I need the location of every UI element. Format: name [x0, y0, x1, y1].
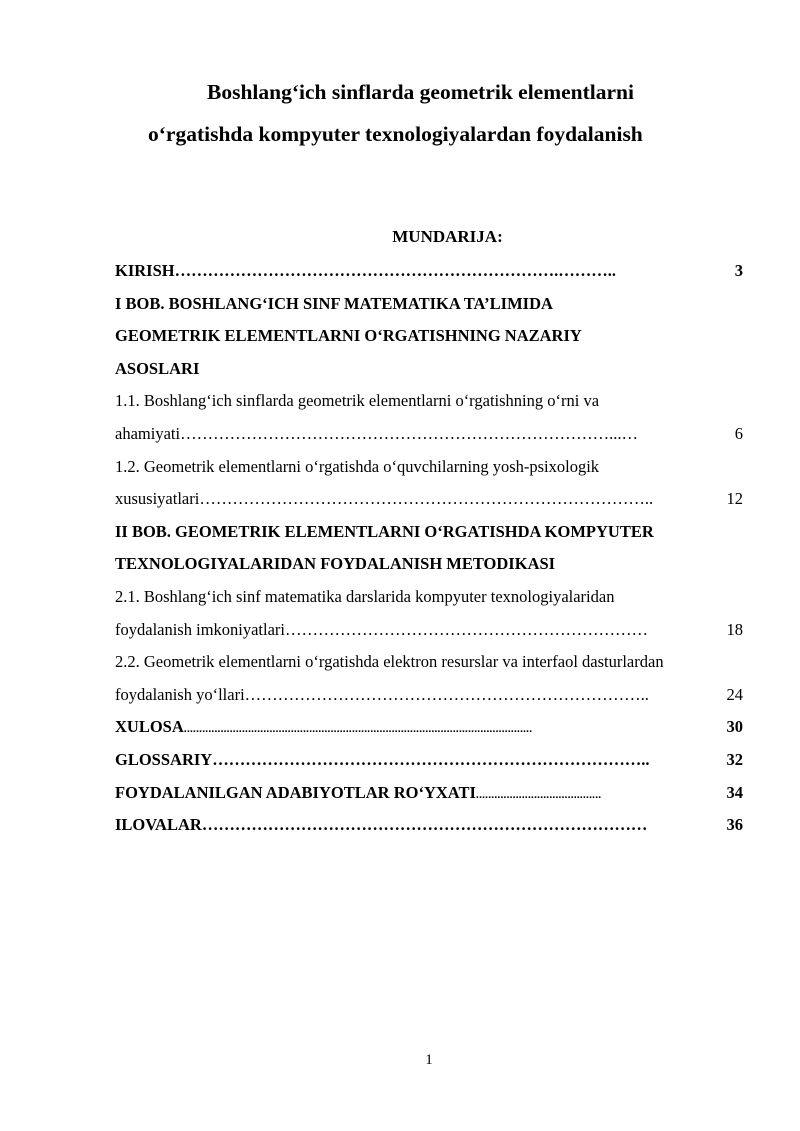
toc-chapter-2-line-1: II BOB. GEOMETRIK ELEMENTLARNI O‘RGATISHDA KOMPYUTER	[115, 521, 654, 541]
toc-entry-title: foydalanish yo‘llari	[115, 684, 245, 704]
toc-entry-kirish	[115, 257, 743, 290]
toc-entry-title: xususiyatlari	[115, 489, 200, 509]
toc-section-1-1-line-2	[115, 420, 743, 453]
toc-leader-dots: ..................................................................................................................	[183, 723, 533, 736]
toc-page-number: 18	[726, 619, 743, 639]
toc-page-number: 36	[726, 815, 743, 835]
toc-chapter-1-line-1: I BOB. BOSHLANG‘ICH SINF MATEMATIKA TA’LIMIDA	[115, 293, 553, 313]
toc-section-2-1-line-1: 2.1. Boshlang‘ich sinf matematika darslarida kompyuter texnologiyalaridan	[115, 586, 615, 606]
toc-page-number: 32	[726, 749, 743, 769]
toc-chapter-1-line-3: ASOSLARI	[115, 358, 200, 378]
toc-leader-dots: …………………………………………………………….………..	[174, 261, 616, 280]
toc-page-number: 3	[734, 261, 743, 280]
toc-entry-title: ahamiyati	[115, 423, 181, 443]
toc-chapter-1-line-2: GEOMETRIK ELEMENTLARNI O‘RGATISHNING NAZARIY	[115, 326, 582, 346]
toc-entry-title: XULOSA	[115, 717, 184, 737]
toc-page-number: 34	[726, 782, 743, 802]
toc-chapter-2-line-2: TEXNOLOGIYALARIDAN FOYDALANISH METODIKASI	[115, 554, 556, 574]
toc-section-1-2-line-2	[115, 485, 743, 518]
toc-leader-dots: ………………………………………………………………..	[244, 684, 649, 704]
toc-leader-dots: .........................................	[475, 788, 602, 801]
toc-section-1-2-line-1: 1.2. Geometrik elementlarni o‘rgatishda o‘quvchilarning yosh-psixologik	[115, 456, 600, 476]
toc-entry-title: ILOVALAR	[115, 815, 202, 835]
toc-section-1-1-line-1: 1.1. Boshlang‘ich sinflarda geometrik elementlarni o‘rgatishning o‘rni va	[115, 391, 600, 411]
toc-entry-glossariy	[115, 746, 743, 779]
toc-leader-dots: …………………………………………………………	[285, 619, 649, 639]
toc-entry-xulosa	[115, 713, 743, 746]
toc-leader-dots: ……………………………………………………………………...…	[180, 423, 638, 443]
toc-section-2-1-line-2	[115, 616, 743, 649]
toc-leader-dots: ……………………………………………………………………..	[212, 749, 650, 769]
toc-page-number: 24	[726, 684, 743, 704]
toc-page-number: 6	[734, 423, 743, 443]
toc-heading: MUNDARIJA:	[392, 227, 503, 246]
toc-entry-title: foydalanish imkoniyatlari	[115, 619, 286, 639]
toc-leader-dots: ………………………………………………………………………..	[199, 489, 654, 509]
table-of-contents	[115, 257, 743, 844]
document-title-line-1: Boshlang‘ich sinflarda geometrik elementlarni	[207, 80, 634, 104]
toc-entry-title: FOYDALANILGAN ADABIYOTLAR RO‘YXATI	[115, 782, 476, 802]
toc-section-2-2-line-1: 2.2. Geometrik elementlarni o‘rgatishda elektron resurslar va interfaol dasturlardan	[115, 652, 664, 672]
toc-entry-title: KIRISH	[115, 261, 175, 280]
toc-entry-title: GLOSSARIY	[115, 749, 213, 769]
toc-entry-adabiyotlar	[115, 779, 743, 812]
page-number: 1	[425, 1052, 433, 1068]
toc-entry-ilovalar	[115, 811, 743, 844]
toc-section-2-2-line-2	[115, 681, 743, 714]
toc-page-number: 12	[726, 489, 743, 509]
document-title-line-2: o‘rgatishda kompyuter texnologiyalardan foydalanish	[148, 122, 643, 146]
toc-leader-dots: ………………………………………………………………………	[201, 815, 648, 835]
toc-page-number: 30	[726, 717, 743, 737]
